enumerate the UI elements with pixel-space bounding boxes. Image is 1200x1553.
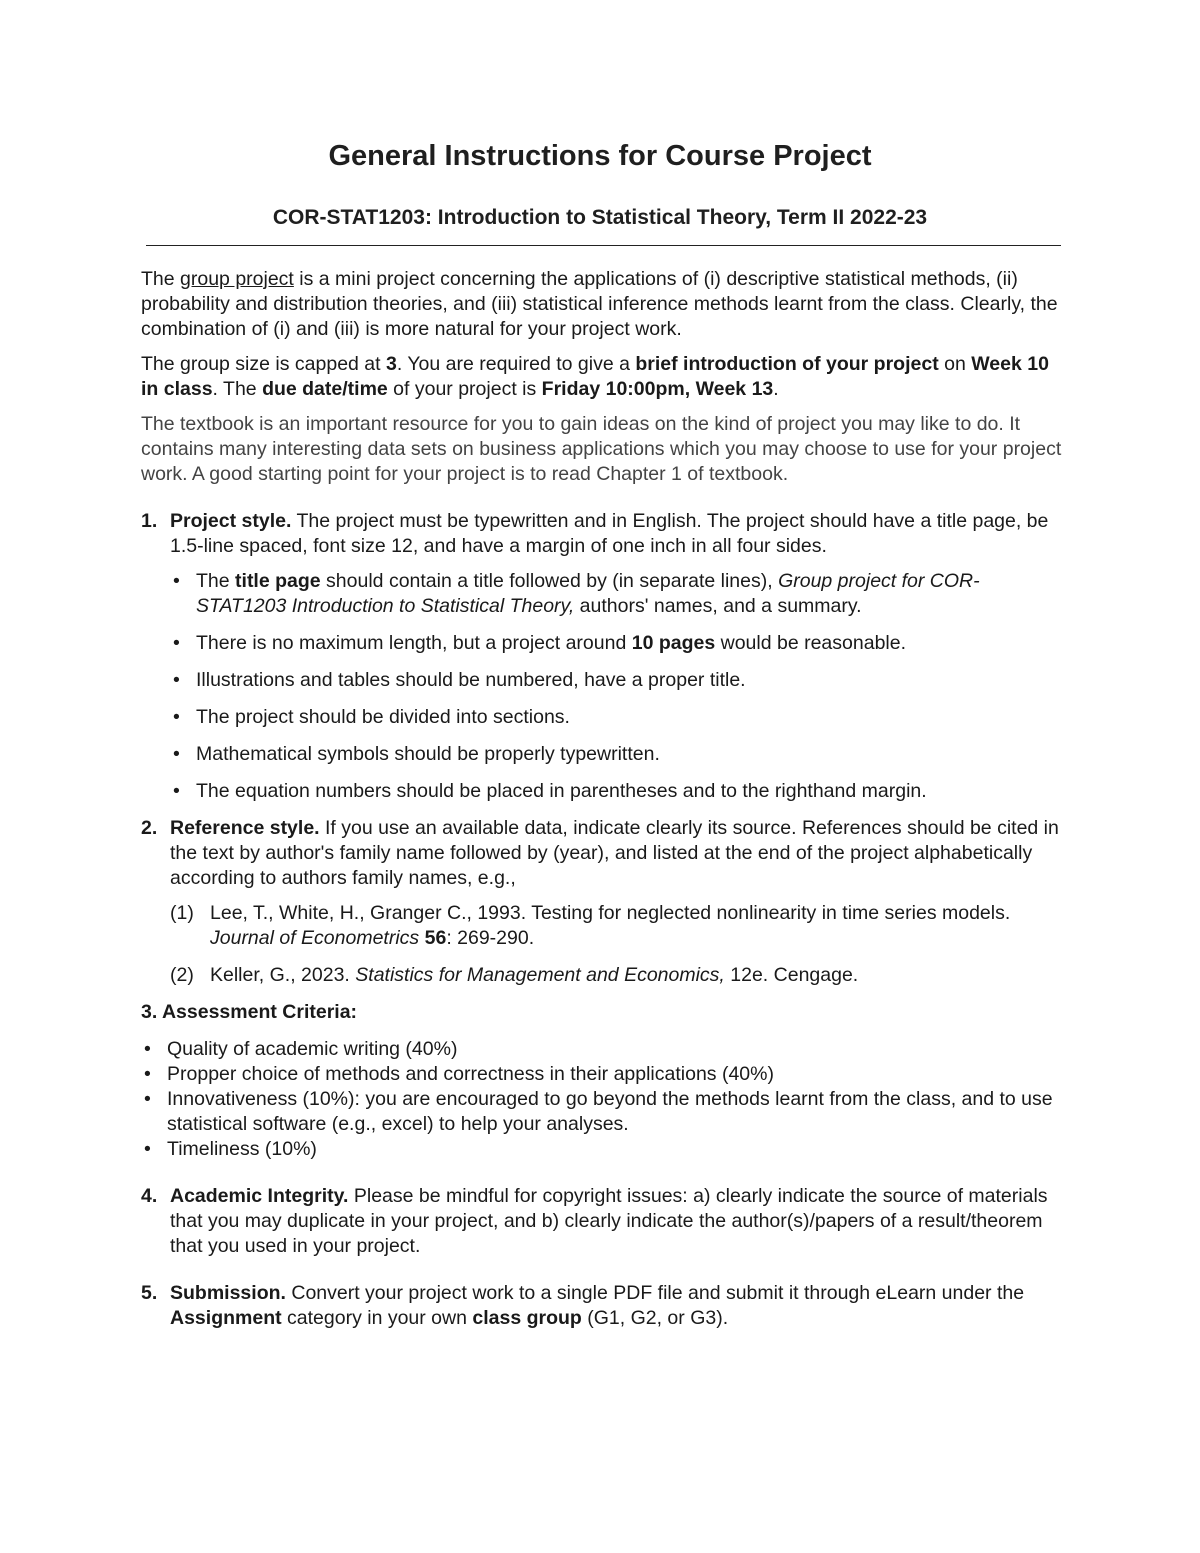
- list-item: • Timeliness (10%): [144, 1138, 317, 1160]
- list-item: • The title page should contain a title followed by (in separate lines), Group project for COR-STAT1203 Introduction to Statistical Theory, authors' names, and a summary.: [173, 570, 980, 617]
- list-item: • Illustrations and tables should be numbered, have a proper title.: [173, 669, 746, 691]
- reference-list: [170, 901, 1066, 988]
- section-heading: Submission.: [170, 1282, 286, 1304]
- section-number: 1.: [141, 510, 158, 532]
- bullet-icon: •: [173, 632, 180, 654]
- bullet-icon: •: [144, 1088, 151, 1110]
- bullet-icon: •: [173, 669, 180, 691]
- bullet-icon: •: [144, 1063, 151, 1085]
- reference-number: (2): [170, 964, 194, 986]
- project-style-list: [170, 569, 1066, 804]
- bullet-icon: •: [144, 1138, 151, 1160]
- section-submission: [141, 1281, 1066, 1331]
- bullet-icon: •: [173, 743, 180, 765]
- section-assessment-heading: 3. Assessment Criteria:: [141, 1001, 358, 1023]
- section-text: Project style. The project must be typewritten and in English. The project should have a title page, be 1.5-line spaced, font size 12, and have a margin of one inch in all four sides.: [170, 510, 1049, 557]
- list-item: • Innovativeness (10%): you are encouraged to go beyond the methods learnt from the class, and to use statistical software (e.g., excel) to help your analyses.: [144, 1088, 1053, 1135]
- reference-number: (1): [170, 902, 194, 924]
- section-number: 2.: [141, 817, 158, 839]
- section-heading: Project style.: [170, 510, 292, 532]
- list-item: • Propper choice of methods and correctness in their applications (40%): [144, 1063, 774, 1085]
- list-item: • There is no maximum length, but a project around 10 pages would be reasonable.: [173, 632, 907, 654]
- section-heading: Academic Integrity.: [170, 1185, 349, 1207]
- page-title: General Instructions for Course Project: [328, 140, 872, 172]
- list-item: • Quality of academic writing (40%): [144, 1038, 458, 1060]
- assessment-list: [141, 1037, 1066, 1162]
- intro-paragraph-2: The group size is capped at 3. You are required to give a brief introduction of your project on Week 10 in class. The due date/time of your project is Friday 10:00pm, Week 13.: [141, 353, 1049, 400]
- reference-item: (1) Lee, T., White, H., Granger C., 1993. Testing for neglected nonlinearity in time series models. Journal of Econometrics 56: 269-290.: [170, 902, 1011, 949]
- title-divider: [146, 245, 1061, 246]
- bullet-icon: •: [144, 1038, 151, 1060]
- bullet-icon: •: [173, 570, 180, 592]
- list-item: • The project should be divided into sections.: [173, 706, 570, 728]
- intro-paragraph-1: The group project is a mini project concerning the applications of (i) descriptive statistical methods, (ii) probability and distribution theories, and (iii) statistical inference methods learnt from the class. Clearly, the combination of (i) and (iii) is more natural for your project work.: [141, 268, 1058, 340]
- list-item: • Mathematical symbols should be properly typewritten.: [173, 743, 660, 765]
- course-subtitle: COR-STAT1203: Introduction to Statistical Theory, Term II 2022-23: [272, 206, 928, 229]
- section-project-style: [141, 509, 1066, 804]
- section-academic-integrity: [141, 1184, 1066, 1259]
- section-text: Reference style. If you use an available data, indicate clearly its source. References should be cited in the text by author's family name followed by (year), and listed at the end of the project alphabetically according to authors family names, e.g.,: [170, 817, 1059, 889]
- section-number: 4.: [141, 1185, 158, 1207]
- section-number: 5.: [141, 1282, 158, 1304]
- bullet-icon: •: [173, 706, 180, 728]
- group-project-term: group project: [180, 268, 294, 290]
- section-heading: Reference style.: [170, 817, 320, 839]
- bullet-icon: •: [173, 780, 180, 802]
- reference-item: (2) Keller, G., 2023. Statistics for Management and Economics, 12e. Cengage.: [170, 964, 859, 986]
- list-item: • The equation numbers should be placed in parentheses and to the righthand margin.: [173, 780, 927, 802]
- intro-paragraph-3: The textbook is an important resource for you to gain ideas on the kind of project you may like to do. It contains many interesting data sets on business applications which you may choose to use for your project work. A good starting point for your project is to read Chapter 1 of textbook.: [141, 413, 1062, 485]
- section-text: Submission. Convert your project work to a single PDF file and submit it through eLearn under the Assignment category in your own class group (G1, G2, or G3).: [170, 1282, 1025, 1329]
- document-body: [141, 267, 1066, 1331]
- section-reference-style: [141, 816, 1066, 988]
- section-text: Academic Integrity. Please be mindful for copyright issues: a) clearly indicate the source of materials that you may duplicate in your project, and b) clearly indicate the author(s)/papers of a result/theorem that you used in your project.: [170, 1185, 1048, 1257]
